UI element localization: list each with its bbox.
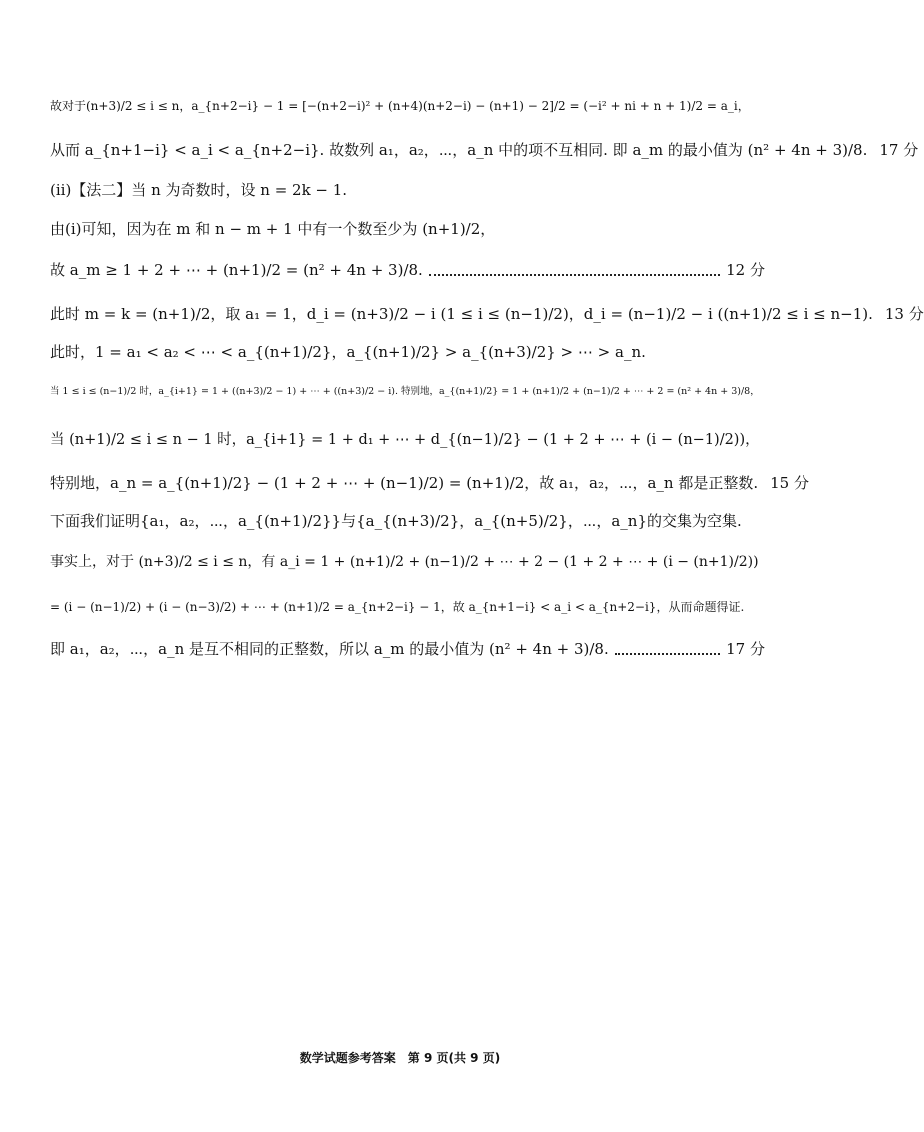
line-text: = (i − (n−1)/2) + (i − (n−3)/2) + ⋯ + (n+1)/2 = a_{n+2−i} − 1，故 a_{n+1−i} < a_i < a_{n+2−i}，从而命题得证. <box>50 600 745 614</box>
line-text: 当 1 ≤ i ≤ (n−1)/2 时，a_{i+1} = 1 + ((n+3)/2 − 1) + ⋯ + ((n+3)/2 − i). 特别地，a_{(n+1)/2} = 1 + (n+1)/2 + (n−1)/2 + ⋯ + 2 = (n² + 4n + 3)/8， <box>50 386 760 397</box>
line-text: 当 (n+1)/2 ≤ i ≤ n − 1 时，a_{i+1} = 1 + d₁ + ⋯ + d_{(n−1)/2} − (1 + 2 + ⋯ + (i − (n−1)/2))， <box>50 432 760 448</box>
solution-line-6 <box>50 304 924 324</box>
page-footer: 数学试题参考答案 第 9 页(共 9 页) <box>299 1051 501 1065</box>
score-label: 15 分 <box>770 474 809 492</box>
solution-line-13 <box>50 597 765 617</box>
score-label: 13 分 <box>884 305 924 323</box>
line-text: 故对于(n+3)/2 ≤ i ≤ n，a_{n+2−i} − 1 = [−(n+2−i)² + (n+4)(n+2−i) − (n+1) − 2]/2 = (−i² + ni + n + 1)/2 = a_i， <box>50 99 750 113</box>
solution-line-9 <box>50 430 765 450</box>
score-label: 17 分 <box>879 141 919 159</box>
solution-line-8 <box>50 382 765 402</box>
solution-line-11 <box>50 511 765 531</box>
solution-line-5 <box>50 260 765 280</box>
line-text: 故 a_m ≥ 1 + 2 + ⋯ + (n+1)/2 = (n² + 4n + 3)/8. <box>50 261 423 279</box>
line-text: 事实上，对于 (n+3)/2 ≤ i ≤ n，有 a_i = 1 + (n+1)/2 + (n−1)/2 + ⋯ + 2 − (1 + 2 + ⋯ + (i − (n+1)/2)) <box>50 554 759 570</box>
score-label: 17 分 <box>726 640 765 658</box>
solution-line-4 <box>50 219 765 239</box>
solution-line-14 <box>50 639 765 659</box>
score-leader-dots <box>615 651 720 655</box>
solution-line-2 <box>50 140 919 160</box>
solution-line-12 <box>50 552 765 572</box>
line-text: (ⅱ)【法二】当 n 为奇数时，设 n = 2k − 1. <box>50 181 348 199</box>
solution-line-10 <box>50 473 809 493</box>
solution-line-1 <box>50 96 765 116</box>
line-text: 此时，1 = a₁ < a₂ < ⋯ < a_{(n+1)/2}，a_{(n+1)/2} > a_{(n+3)/2} > ⋯ > a_n. <box>50 343 646 361</box>
line-text: 特别地，a_n = a_{(n+1)/2} − (1 + 2 + ⋯ + (n−1)/2) = (n+1)/2，故 a₁，a₂，⋯，a_n 都是正整数. <box>50 474 759 492</box>
line-text: 即 a₁，a₂，⋯，a_n 是互不相同的正整数，所以 a_m 的最小值为 (n² + 4n + 3)/8. <box>50 640 609 658</box>
score-label: 12 分 <box>726 261 765 279</box>
line-text: 由(ⅰ)可知，因为在 m 和 n − m + 1 中有一个数至少为 (n+1)/2， <box>50 220 496 238</box>
solution-line-7 <box>50 342 765 362</box>
line-text: 此时 m = k = (n+1)/2，取 a₁ = 1，d_i = (n+3)/2 − i (1 ≤ i ≤ (n−1)/2)，d_i = (n−1)/2 − i ((n+1)/2 ≤ i ≤ n−1). <box>50 305 873 323</box>
line-text: 下面我们证明{a₁，a₂，⋯，a_{(n+1)/2}}与{a_{(n+3)/2}，a_{(n+5)/2}，⋯，a_n}的交集为空集. <box>50 512 742 530</box>
line-text: 从而 a_{n+1−i} < a_i < a_{n+2−i}. 故数列 a₁，a₂，⋯，a_n 中的项不互相同. 即 a_m 的最小值为 (n² + 4n + 3)/8. <box>50 141 868 159</box>
score-leader-dots <box>429 272 720 276</box>
solution-line-3 <box>50 180 765 200</box>
